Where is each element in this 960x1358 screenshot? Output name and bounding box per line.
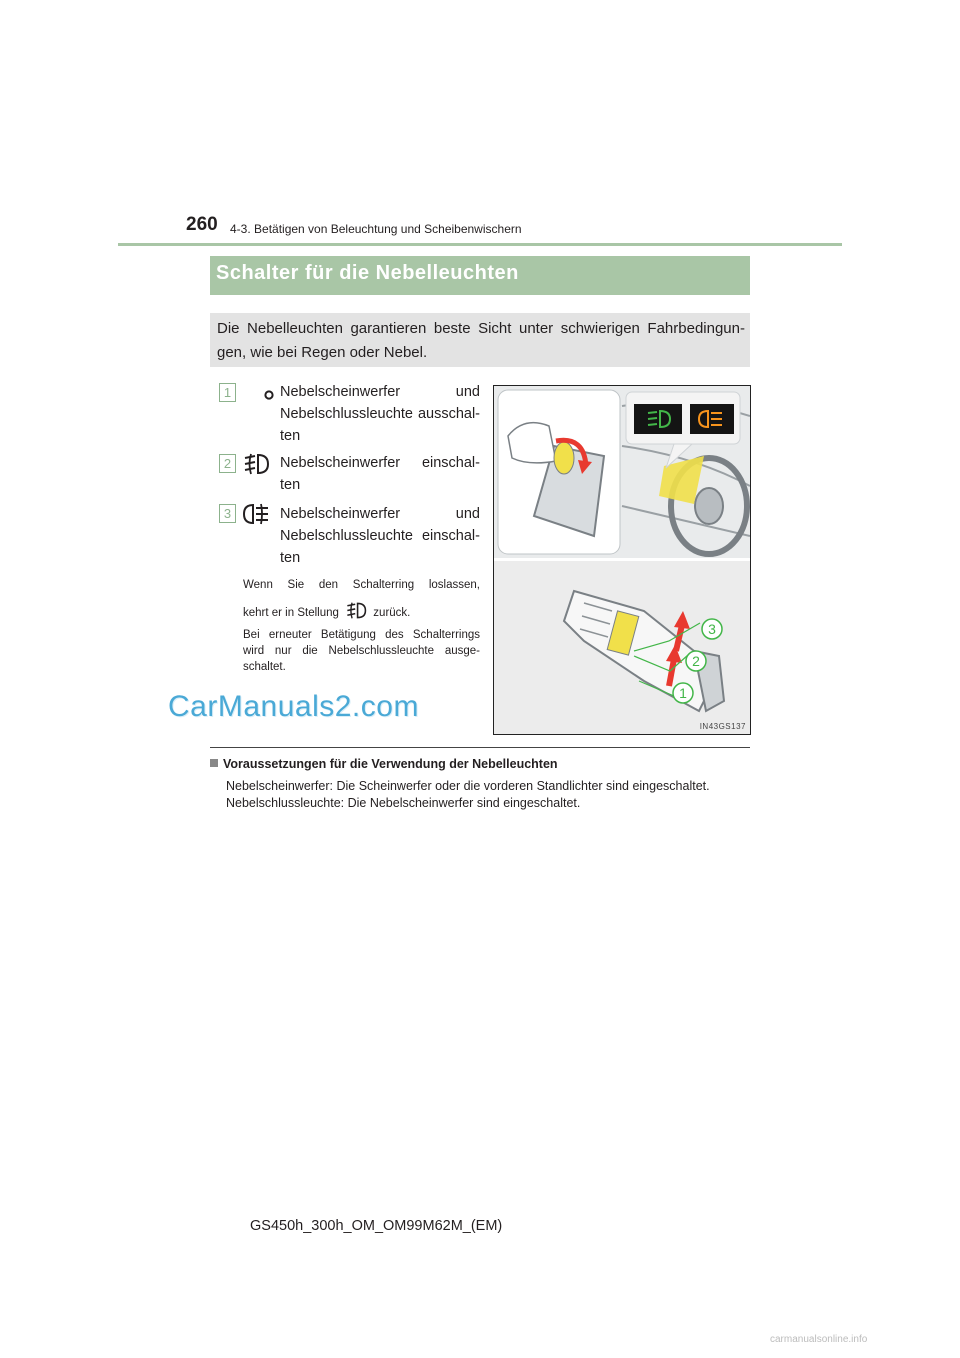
figure-bottom-panel: [494, 561, 750, 734]
item-2-line-1: Nebelscheinwerfer einschal-: [280, 455, 480, 471]
item-number-1: 1: [219, 383, 236, 402]
figure-top-panel: [494, 386, 750, 558]
item-number-3: 3: [219, 504, 236, 523]
note-1-post: zurück.: [373, 607, 411, 619]
watermark: CarManuals2.com: [168, 690, 419, 723]
note-1-line-2: [243, 601, 480, 621]
item-number-2: 2: [219, 454, 236, 473]
callout-2: 2: [692, 653, 700, 669]
item-1-line-3: ten: [280, 428, 301, 444]
site-watermark: carmanualsonline.info: [770, 1334, 868, 1345]
callout-1: 1: [679, 685, 687, 701]
section-rule: [210, 747, 750, 748]
header-rule: [118, 243, 842, 246]
item-1-line-1: Nebelscheinwerfer und: [280, 384, 480, 400]
rear-fog-light-icon: [242, 502, 270, 526]
lever-illustration: [494, 561, 750, 734]
dashboard-illustration: [494, 386, 750, 558]
item-3-line-1: Nebelscheinwerfer und: [280, 506, 480, 522]
conditions-heading: [210, 757, 558, 771]
item-text-3: [280, 503, 480, 569]
running-header: 4-3. Betätigen von Beleuchtung und Scheibenwischern: [230, 222, 522, 236]
note-1-pre: kehrt er in Stellung: [243, 607, 339, 619]
note-1-line-1: Wenn Sie den Schalterring loslassen,: [243, 579, 480, 591]
item-text-1: [280, 381, 480, 447]
section-title: Schalter für die Nebelleuchten: [216, 262, 519, 284]
item-text-2: [280, 452, 480, 496]
conditions-line-2: Nebelschlussleuchte: Die Nebelscheinwerfer sind eingeschaltet.: [226, 796, 581, 810]
footer-code: GS450h_300h_OM_OM99M62M_(EM): [250, 1218, 503, 1234]
note-2: Bei erneuter Betätigung des Schalterrings wird nur die Nebelschlussleuchte ausge-schaltet.: [243, 629, 480, 673]
square-bullet-icon: [210, 759, 218, 767]
intro-text: Die Nebelleuchten garantieren beste Sicht unter schwierigen Fahrbedingun-gen, wie bei Regen oder Nebel.: [217, 320, 745, 361]
item-1-line-2: Nebelschlussleuchte ausschal-: [280, 406, 480, 422]
figure: [493, 385, 751, 735]
figure-code: IN43GS137: [699, 722, 746, 731]
front-fog-light-icon: [242, 452, 270, 476]
page-number: 260: [186, 214, 218, 235]
item-2-line-2: ten: [280, 477, 301, 493]
callout-3: 3: [708, 621, 716, 637]
item-3-line-2: Nebelschlussleuchte einschal-: [280, 528, 480, 544]
conditions-line-1: Nebelscheinwerfer: Die Scheinwerfer oder die vorderen Standlichter sind eingeschaltet.: [226, 779, 710, 793]
intro-box: [210, 313, 750, 367]
off-circle-icon: [263, 389, 275, 401]
front-fog-light-inline-icon: [345, 601, 367, 620]
section-title-bar: [210, 256, 750, 295]
conditions-heading-text: Voraussetzungen für die Verwendung der Nebelleuchten: [223, 757, 558, 771]
item-3-line-3: ten: [280, 550, 301, 566]
